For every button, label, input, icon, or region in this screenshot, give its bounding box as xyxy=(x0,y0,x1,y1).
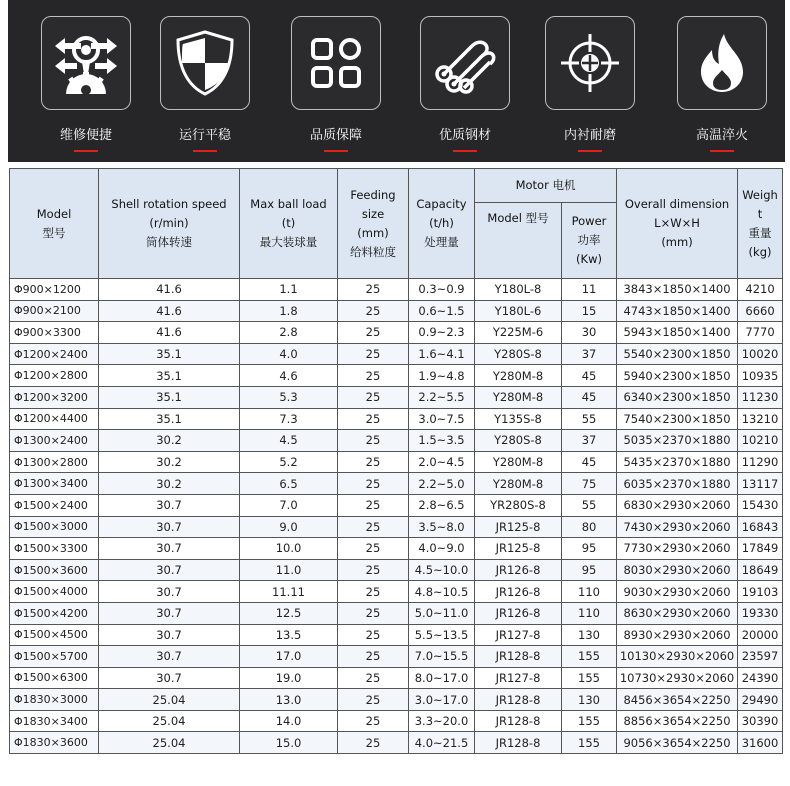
cell-weight: 11230 xyxy=(738,386,783,408)
cell-model: Φ1300×2400 xyxy=(10,430,99,452)
cell-speed: 41.6 xyxy=(99,279,240,301)
cell-weight: 6660 xyxy=(738,300,783,322)
cell-feeding: 25 xyxy=(338,624,409,646)
cell-motor-model: Y280M-8 xyxy=(475,451,562,473)
cell-motor-model: JR128-8 xyxy=(475,710,562,732)
cell-power: 37 xyxy=(562,343,617,365)
cell-capacity: 4.0~21.5 xyxy=(409,732,475,754)
cell-speed: 30.2 xyxy=(99,473,240,495)
table-row xyxy=(10,386,783,408)
table-row xyxy=(10,473,783,495)
cell-motor-model: Y280S-8 xyxy=(475,430,562,452)
cell-capacity: 8.0~17.0 xyxy=(409,667,475,689)
cell-model: Φ900×3300 xyxy=(10,322,99,344)
cell-dimension: 7540×2300×1850 xyxy=(617,408,738,430)
cell-model: Φ1500×2400 xyxy=(10,494,99,516)
cell-power: 80 xyxy=(562,516,617,538)
cell-weight: 20000 xyxy=(738,624,783,646)
cell-speed: 41.6 xyxy=(99,322,240,344)
feature-underline xyxy=(710,150,734,152)
cell-weight: 18649 xyxy=(738,559,783,581)
feature-underline xyxy=(578,150,602,152)
cell-dimension: 8630×2930×2060 xyxy=(617,602,738,624)
cell-model: Φ1500×5700 xyxy=(10,646,99,668)
cell-feeding: 25 xyxy=(338,646,409,668)
cell-dimension: 9056×3654×2250 xyxy=(617,732,738,754)
steel-bars-icon xyxy=(430,28,500,98)
feature-icon-box xyxy=(160,16,250,110)
feature-lining xyxy=(545,16,635,162)
cell-power: 11 xyxy=(562,279,617,301)
cell-motor-model: Y280M-8 xyxy=(475,386,562,408)
table-row xyxy=(10,667,783,689)
cell-model: Φ1300×3400 xyxy=(10,473,99,495)
header-ball-load: Max ball load (t) 最大装球量 xyxy=(240,169,338,279)
cell-dimension: 5540×2300×1850 xyxy=(617,343,738,365)
cell-capacity: 1.9~4.8 xyxy=(409,365,475,387)
cell-dimension: 7430×2930×2060 xyxy=(617,516,738,538)
cell-model: Φ1500×4500 xyxy=(10,624,99,646)
cell-capacity: 5.0~11.0 xyxy=(409,602,475,624)
feature-icon-box xyxy=(677,16,767,110)
cell-feeding: 25 xyxy=(338,473,409,495)
cell-speed: 30.7 xyxy=(99,646,240,668)
feature-icon-box xyxy=(545,16,635,110)
cell-ball-load: 5.2 xyxy=(240,451,338,473)
feature-banner xyxy=(8,0,785,162)
cell-feeding: 25 xyxy=(338,451,409,473)
table-row xyxy=(10,732,783,754)
cell-weight: 31600 xyxy=(738,732,783,754)
cell-feeding: 25 xyxy=(338,279,409,301)
cell-speed: 41.6 xyxy=(99,300,240,322)
cell-feeding: 25 xyxy=(338,300,409,322)
cell-model: Φ900×2100 xyxy=(10,300,99,322)
feature-underline xyxy=(74,150,98,152)
cell-weight: 15430 xyxy=(738,494,783,516)
cell-feeding: 25 xyxy=(338,732,409,754)
feature-label: 品质保障 xyxy=(309,128,362,143)
cell-ball-load: 14.0 xyxy=(240,710,338,732)
cell-speed: 30.7 xyxy=(99,559,240,581)
feature-icon-box xyxy=(420,16,510,110)
cell-dimension: 5435×2370×1880 xyxy=(617,451,738,473)
cell-ball-load: 6.5 xyxy=(240,473,338,495)
cell-dimension: 8930×2930×2060 xyxy=(617,624,738,646)
cell-model: Φ1500×4200 xyxy=(10,602,99,624)
cell-power: 130 xyxy=(562,624,617,646)
table-row xyxy=(10,602,783,624)
cell-feeding: 25 xyxy=(338,559,409,581)
feature-steel xyxy=(420,16,510,162)
cell-dimension: 6830×2930×2060 xyxy=(617,494,738,516)
cell-capacity: 4.5~10.0 xyxy=(409,559,475,581)
cell-dimension: 5035×2370×1880 xyxy=(617,430,738,452)
cell-ball-load: 12.5 xyxy=(240,602,338,624)
table-row xyxy=(10,494,783,516)
header-model: Model 型号 xyxy=(10,169,99,279)
cell-speed: 30.7 xyxy=(99,538,240,560)
cell-feeding: 25 xyxy=(338,602,409,624)
cell-ball-load: 4.0 xyxy=(240,343,338,365)
cell-capacity: 4.8~10.5 xyxy=(409,581,475,603)
cell-feeding: 25 xyxy=(338,430,409,452)
cell-model: Φ900×1200 xyxy=(10,279,99,301)
cell-motor-model: Y180L-8 xyxy=(475,279,562,301)
cell-capacity: 3.5~8.0 xyxy=(409,516,475,538)
cell-power: 45 xyxy=(562,451,617,473)
table-row xyxy=(10,624,783,646)
cell-power: 155 xyxy=(562,732,617,754)
cell-model: Φ1500×3000 xyxy=(10,516,99,538)
cell-feeding: 25 xyxy=(338,710,409,732)
spec-table-body xyxy=(10,279,783,754)
crosshair-icon xyxy=(555,28,625,98)
cell-feeding: 25 xyxy=(338,322,409,344)
flame-icon xyxy=(687,28,757,98)
table-row xyxy=(10,451,783,473)
cell-speed: 30.2 xyxy=(99,451,240,473)
cell-motor-model: JR125-8 xyxy=(475,516,562,538)
cell-speed: 30.7 xyxy=(99,516,240,538)
cell-weight: 24390 xyxy=(738,667,783,689)
cell-dimension: 7730×2930×2060 xyxy=(617,538,738,560)
feature-icon-box xyxy=(41,16,131,110)
table-row xyxy=(10,343,783,365)
cell-capacity: 5.5~13.5 xyxy=(409,624,475,646)
cell-motor-model: JR128-8 xyxy=(475,732,562,754)
cell-weight: 30390 xyxy=(738,710,783,732)
cell-model: Φ1500×3600 xyxy=(10,559,99,581)
cell-power: 75 xyxy=(562,473,617,495)
cell-weight: 19103 xyxy=(738,581,783,603)
header-speed: Shell rotation speed (r/min) 筒体转速 xyxy=(99,169,240,279)
cell-feeding: 25 xyxy=(338,689,409,711)
header-weight: Weight 重量 (kg) xyxy=(738,169,783,279)
cell-ball-load: 13.5 xyxy=(240,624,338,646)
cell-power: 55 xyxy=(562,494,617,516)
cell-weight: 23597 xyxy=(738,646,783,668)
cell-dimension: 6035×2370×1880 xyxy=(617,473,738,495)
cell-dimension: 8856×3654×2250 xyxy=(617,710,738,732)
cell-weight: 29490 xyxy=(738,689,783,711)
cell-ball-load: 4.5 xyxy=(240,430,338,452)
cell-speed: 30.7 xyxy=(99,624,240,646)
cell-motor-model: JR125-8 xyxy=(475,538,562,560)
cell-speed: 25.04 xyxy=(99,732,240,754)
cell-ball-load: 15.0 xyxy=(240,732,338,754)
cell-model: Φ1500×6300 xyxy=(10,667,99,689)
cell-speed: 35.1 xyxy=(99,365,240,387)
header-dimension: Overall dimension L×W×H (mm) xyxy=(617,169,738,279)
table-row xyxy=(10,300,783,322)
cell-power: 155 xyxy=(562,710,617,732)
cell-ball-load: 17.0 xyxy=(240,646,338,668)
cell-motor-model: JR127-8 xyxy=(475,624,562,646)
cell-weight: 13210 xyxy=(738,408,783,430)
cell-ball-load: 7.0 xyxy=(240,494,338,516)
cell-ball-load: 9.0 xyxy=(240,516,338,538)
cell-feeding: 25 xyxy=(338,494,409,516)
cell-feeding: 25 xyxy=(338,516,409,538)
cell-weight: 19330 xyxy=(738,602,783,624)
cell-model: Φ1830×3000 xyxy=(10,689,99,711)
cell-capacity: 4.0~9.0 xyxy=(409,538,475,560)
cell-motor-model: YR280S-8 xyxy=(475,494,562,516)
cell-model: Φ1500×3300 xyxy=(10,538,99,560)
cell-motor-model: JR128-8 xyxy=(475,689,562,711)
table-row xyxy=(10,689,783,711)
cell-speed: 25.04 xyxy=(99,710,240,732)
cell-capacity: 0.6~1.5 xyxy=(409,300,475,322)
cell-ball-load: 2.8 xyxy=(240,322,338,344)
cell-capacity: 3.0~7.5 xyxy=(409,408,475,430)
cell-dimension: 9030×2930×2060 xyxy=(617,581,738,603)
table-row xyxy=(10,408,783,430)
cell-motor-model: JR127-8 xyxy=(475,667,562,689)
table-row xyxy=(10,279,783,301)
feature-quenching xyxy=(677,16,767,162)
cell-capacity: 2.8~6.5 xyxy=(409,494,475,516)
cell-ball-load: 1.8 xyxy=(240,300,338,322)
cell-power: 110 xyxy=(562,602,617,624)
cell-capacity: 2.0~4.5 xyxy=(409,451,475,473)
cell-capacity: 2.2~5.0 xyxy=(409,473,475,495)
cell-capacity: 3.3~20.0 xyxy=(409,710,475,732)
maintenance-gear-icon xyxy=(51,28,121,98)
cell-weight: 10020 xyxy=(738,343,783,365)
cell-ball-load: 13.0 xyxy=(240,689,338,711)
cell-ball-load: 5.3 xyxy=(240,386,338,408)
cell-model: Φ1500×4000 xyxy=(10,581,99,603)
feature-label: 维修便捷 xyxy=(59,128,112,143)
cell-dimension: 8456×3654×2250 xyxy=(617,689,738,711)
cell-model: Φ1300×2800 xyxy=(10,451,99,473)
cell-model: Φ1200×4400 xyxy=(10,408,99,430)
feature-label: 优质钢材 xyxy=(438,128,491,143)
cell-model: Φ1200×2800 xyxy=(10,365,99,387)
cell-weight: 13117 xyxy=(738,473,783,495)
cell-model: Φ1200×3200 xyxy=(10,386,99,408)
cell-dimension: 10130×2930×2060 xyxy=(617,646,738,668)
cell-power: 155 xyxy=(562,667,617,689)
cell-motor-model: Y180L-6 xyxy=(475,300,562,322)
cell-ball-load: 11.0 xyxy=(240,559,338,581)
feature-underline xyxy=(324,150,348,152)
cell-power: 30 xyxy=(562,322,617,344)
cell-motor-model: Y225M-6 xyxy=(475,322,562,344)
cell-speed: 35.1 xyxy=(99,408,240,430)
feature-label: 高温淬火 xyxy=(695,128,748,143)
cell-model: Φ1830×3400 xyxy=(10,710,99,732)
cell-weight: 17849 xyxy=(738,538,783,560)
feature-underline xyxy=(193,150,217,152)
shield-icon xyxy=(170,28,240,98)
cell-feeding: 25 xyxy=(338,408,409,430)
cell-power: 95 xyxy=(562,538,617,560)
cell-power: 110 xyxy=(562,581,617,603)
cell-weight: 16843 xyxy=(738,516,783,538)
table-row xyxy=(10,559,783,581)
cell-feeding: 25 xyxy=(338,365,409,387)
cell-power: 130 xyxy=(562,689,617,711)
cell-power: 55 xyxy=(562,408,617,430)
feature-icon-box xyxy=(291,16,381,110)
cell-model: Φ1200×2400 xyxy=(10,343,99,365)
cell-weight: 11290 xyxy=(738,451,783,473)
table-row xyxy=(10,430,783,452)
header-feeding: Feeding size (mm) 给料粒度 xyxy=(338,169,409,279)
cell-dimension: 3843×1850×1400 xyxy=(617,279,738,301)
table-row xyxy=(10,322,783,344)
feature-maintenance xyxy=(41,16,131,162)
cell-power: 95 xyxy=(562,559,617,581)
table-row xyxy=(10,365,783,387)
cell-motor-model: JR126-8 xyxy=(475,602,562,624)
cell-speed: 35.1 xyxy=(99,386,240,408)
table-row xyxy=(10,538,783,560)
cell-capacity: 0.3~0.9 xyxy=(409,279,475,301)
cell-capacity: 0.9~2.3 xyxy=(409,322,475,344)
header-motor: Motor 电机 xyxy=(475,169,617,203)
cell-power: 155 xyxy=(562,646,617,668)
cell-model: Φ1830×3600 xyxy=(10,732,99,754)
table-row xyxy=(10,516,783,538)
cell-capacity: 1.5~3.5 xyxy=(409,430,475,452)
cell-feeding: 25 xyxy=(338,667,409,689)
cell-speed: 30.7 xyxy=(99,494,240,516)
feature-stability xyxy=(160,16,250,162)
cell-capacity: 7.0~15.5 xyxy=(409,646,475,668)
cell-ball-load: 1.1 xyxy=(240,279,338,301)
cell-ball-load: 10.0 xyxy=(240,538,338,560)
table-row xyxy=(10,710,783,732)
cell-motor-model: JR126-8 xyxy=(475,559,562,581)
cell-dimension: 4743×1850×1400 xyxy=(617,300,738,322)
cell-power: 45 xyxy=(562,386,617,408)
cell-speed: 30.2 xyxy=(99,430,240,452)
header-power: Power 功率 (Kw) xyxy=(562,203,617,279)
cell-speed: 25.04 xyxy=(99,689,240,711)
cell-ball-load: 4.6 xyxy=(240,365,338,387)
cell-power: 15 xyxy=(562,300,617,322)
cell-speed: 30.7 xyxy=(99,667,240,689)
cell-dimension: 5940×2300×1850 xyxy=(617,365,738,387)
cell-feeding: 25 xyxy=(338,386,409,408)
feature-label: 运行平稳 xyxy=(178,128,231,143)
cell-ball-load: 7.3 xyxy=(240,408,338,430)
cell-weight: 10935 xyxy=(738,365,783,387)
cell-weight: 4210 xyxy=(738,279,783,301)
cell-ball-load: 11.11 xyxy=(240,581,338,603)
cell-feeding: 25 xyxy=(338,538,409,560)
header-capacity: Capacity (t/h) 处理量 xyxy=(409,169,475,279)
cell-weight: 10210 xyxy=(738,430,783,452)
cell-motor-model: Y280M-8 xyxy=(475,365,562,387)
cell-dimension: 10730×2930×2060 xyxy=(617,667,738,689)
header-motor-model: Model 型号 xyxy=(475,203,562,279)
table-row xyxy=(10,646,783,668)
cell-ball-load: 19.0 xyxy=(240,667,338,689)
cell-dimension: 8030×2930×2060 xyxy=(617,559,738,581)
cell-motor-model: Y135S-8 xyxy=(475,408,562,430)
cell-power: 45 xyxy=(562,365,617,387)
cell-speed: 30.7 xyxy=(99,581,240,603)
cell-motor-model: JR126-8 xyxy=(475,581,562,603)
table-row xyxy=(10,581,783,603)
cell-weight: 7770 xyxy=(738,322,783,344)
feature-label: 内衬耐磨 xyxy=(563,128,616,143)
cell-power: 37 xyxy=(562,430,617,452)
feature-quality xyxy=(291,16,381,162)
cell-speed: 35.1 xyxy=(99,343,240,365)
quality-grid-icon xyxy=(301,28,371,98)
cell-motor-model: Y280S-8 xyxy=(475,343,562,365)
cell-motor-model: JR128-8 xyxy=(475,646,562,668)
cell-feeding: 25 xyxy=(338,343,409,365)
cell-speed: 30.7 xyxy=(99,602,240,624)
cell-capacity: 1.6~4.1 xyxy=(409,343,475,365)
cell-dimension: 6340×2300×1850 xyxy=(617,386,738,408)
spec-table xyxy=(9,168,783,754)
cell-capacity: 2.2~5.5 xyxy=(409,386,475,408)
feature-underline xyxy=(453,150,477,152)
cell-dimension: 5943×1850×1400 xyxy=(617,322,738,344)
cell-motor-model: Y280M-8 xyxy=(475,473,562,495)
cell-feeding: 25 xyxy=(338,581,409,603)
cell-capacity: 3.0~17.0 xyxy=(409,689,475,711)
